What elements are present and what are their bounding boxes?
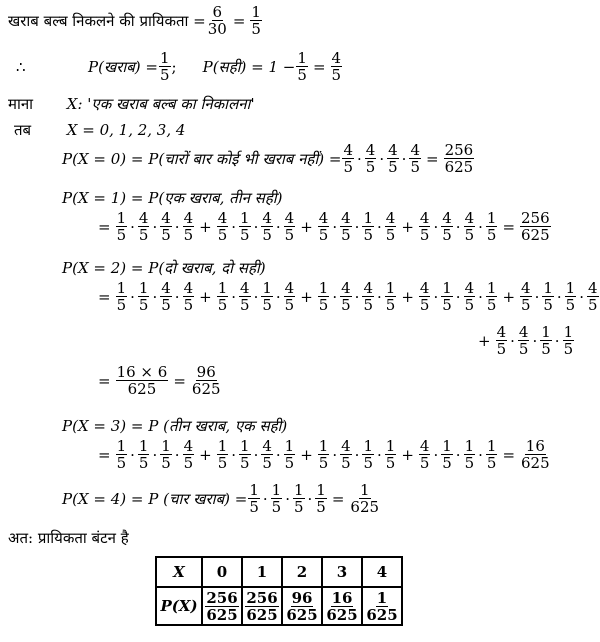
p-x4-line: P(X = 4) = P (चार खराब) = $\frac{1}{5}$ · $\frac{1}{5}$ · $\frac{1}{5}$ · $\frac{1}{5}$ = $\frac{1}{625}$ [62,481,380,516]
fraction: $\frac{1}{5}$ [297,49,307,84]
table-header-row [156,557,402,587]
header-cell: 2 [282,557,322,587]
header-cell: 3 [322,557,362,587]
fraction: $\frac{1}{5}$ [251,3,261,38]
therefore-symbol: ∴ [16,57,26,76]
p-x2-expansion: = $\frac{1}{5}$ · $\frac{1}{5}$ · $\frac{4}{5}$ · $\frac{4}{5}$ + $\frac{1}{5}$ · $\frac{4}{5}$ · $\frac{1}{5}$ · $\frac{4}{5}$ + $\frac{1}{5}$ · $\frac{4}{5}$ · $\frac{4}{5}$ · $\frac{1}{5}$ + $\frac{4}{5}$ · $\frac{1}{5}$ · $\frac{4}{5}$ · $\frac{1}{5}$ + $\frac{4}{5}$ · $\frac{1}{5}$ · $\frac{1}{5}$ · $\frac{4}{5}$ [98,279,598,314]
distribution-heading: अत: प्रायिकता बंटन है [8,529,129,547]
table-cell: $\frac{256}{625}$ [242,587,282,625]
row-label-cell: P(X) [156,587,202,625]
p-x3-expansion: = $\frac{1}{5}$ · $\frac{1}{5}$ · $\frac{1}{5}$ · $\frac{4}{5}$ + $\frac{1}{5}$ · $\frac{1}{5}$ · $\frac{4}{5}$ · $\frac{1}{5}$ + $\frac{1}{5}$ · $\frac{4}{5}$ · $\frac{1}{5}$ · $\frac{1}{5}$ + $\frac{4}{5}$ · $\frac{1}{5}$ · $\frac{1}{5}$ · $\frac{1}{5}$ = $\frac{16}{625}$ [98,437,550,472]
fraction: $\frac{4}{5}$ [331,49,342,84]
fraction: $\frac{4}{5}$ [343,141,353,176]
p-x2-label: P(X = 2) = P(दो खराब, दो सही) [62,259,266,277]
probability-distribution-table [155,556,403,626]
table-cell: $\frac{16}{625}$ [322,587,362,625]
p-x3-label: P(X = 3) = P (तीन खराब, एक सही) [62,417,288,435]
bad-good-probability-line: ∴ P(खराब) = $\frac{1}{5}$ ; P(सही) = 1 − $\frac{1}{5}$ = $\frac{4}{5}$ [16,49,342,84]
text: खराब बल्ब निकलने की प्रायिकता = [8,11,206,30]
fraction: $\frac{6}{30}$ [207,3,227,38]
bulb-probability-line: खराब बल्ब निकलने की प्रायिकता = $\frac{6}{30}$ = $\frac{1}{5}$ [8,3,261,38]
table-cell: $\frac{1}{625}$ [362,587,402,625]
header-cell: 4 [362,557,402,587]
p-x1-label: P(X = 1) = P(एक खराब, तीन सही) [62,189,283,207]
fraction: $\frac{4}{5}$ [365,141,376,176]
then-line: तब X = 0, 1, 2, 3, 4 [14,121,186,139]
table-cell: $\frac{96}{625}$ [282,587,322,625]
p-x1-expansion: = $\frac{1}{5}$ · $\frac{4}{5}$ · $\frac{4}{5}$ · $\frac{4}{5}$ + $\frac{4}{5}$ · $\frac{1}{5}$ · $\frac{4}{5}$ · $\frac{4}{5}$ + $\frac{4}{5}$ · $\frac{4}{5}$ · $\frac{1}{5}$ · $\frac{4}{5}$ + $\frac{4}{5}$ · $\frac{4}{5}$ · $\frac{4}{5}$ · $\frac{1}{5}$ = $\frac{256}{625}$ [98,209,550,244]
p-x2-expansion-cont: + $\frac{4}{5}$ · $\frac{4}{5}$ · $\frac{1}{5}$ · $\frac{1}{5}$ [478,323,574,358]
fraction: $\frac{4}{5}$ [388,141,398,176]
fraction: $\frac{1}{5}$ [160,49,170,84]
header-cell: 1 [242,557,282,587]
table-cell: $\frac{256}{625}$ [202,587,242,625]
p-x2-simplified: = $\frac{16 \times 6}{625}$ = $\frac{96}{625}$ [98,363,221,398]
header-cell: X [156,557,202,587]
fraction: $\frac{256}{625}$ [444,141,474,176]
table-row [156,587,402,625]
let-line: माना X: 'एक खराब बल्ब का निकालना' [8,95,255,113]
header-cell: 0 [202,557,242,587]
fraction: $\frac{4}{5}$ [410,141,420,176]
p-x0-line: P(X = 0) = P(चारों बार कोई भी खराब नहीं) = $\frac{4}{5}$ · $\frac{4}{5}$ · $\frac{4}{5}$ · $\frac{4}{5}$ = $\frac{256}{625}$ [62,141,474,176]
